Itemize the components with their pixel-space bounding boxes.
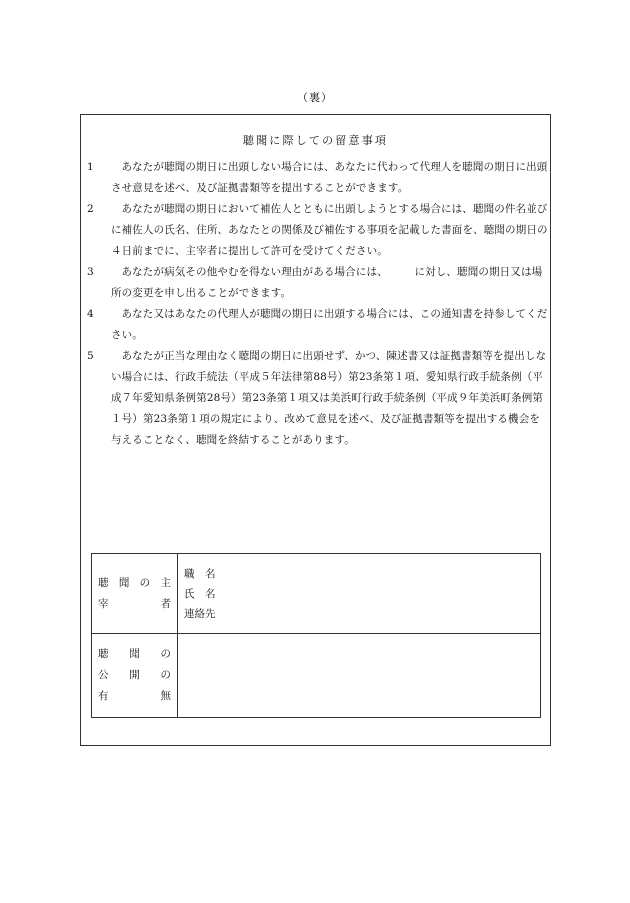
notice-item-number: 1 <box>87 161 94 173</box>
name-label: 氏 名 <box>184 587 216 600</box>
presider-row <box>92 554 541 634</box>
public-header-line: 公 開 の <box>98 669 171 682</box>
notice-item <box>87 262 549 304</box>
notice-item <box>87 304 549 346</box>
notice-item-text: あなた又はあなたの代理人が聴聞の期日に出頭する場合には、この通知書を持参してください。 <box>111 308 548 341</box>
presider-header-line: 聴 聞 の 主 <box>98 576 171 589</box>
notice-item-text: あなたが聴聞の期日において補佐人とともに出頭しようとする場合には、聴聞の件名並びに補佐人の氏名、住所、あなたとの関係及び補佐する事項を記載した書面を、聴聞の期日の４日前までに、主宰者に提出して許可を受けてください。 <box>111 203 548 257</box>
notice-item-number: 5 <box>87 350 94 362</box>
notice-item-number: 3 <box>87 266 94 278</box>
notice-item-number: 2 <box>87 203 94 215</box>
title-label: 職 名 <box>184 567 216 580</box>
public-value-cell <box>178 634 541 718</box>
notice-items-list <box>87 157 549 451</box>
notice-item-number: 4 <box>87 308 94 320</box>
public-row <box>92 634 541 718</box>
public-header-line: 聴 聞 の <box>98 648 171 661</box>
notice-item-text: あなたが正当な理由なく聴聞の期日に出頭せず、かつ、陳述書又は証拠書類等を提出しない場合には、行政手続法（平成５年法律第88号）第23条第１項、愛知県行政手続条例（平成７年愛知県条例第28号）第23条第１項又は美浜町行政手続条例（平成９年美浜町条例第１号）第23条第１項の規定により、改めて意見を述べ、及び証拠書類等を提出する機会を与えることなく、聴聞を終結することがあります。 <box>111 350 547 446</box>
presider-header-line: 宰 者 <box>98 597 171 610</box>
notice-item <box>87 157 549 199</box>
hearing-info-table <box>91 553 541 718</box>
notice-frame <box>80 114 551 746</box>
contact-label: 連絡先 <box>184 607 216 620</box>
page-header-reverse-side: （裏） <box>297 91 333 104</box>
notice-item-text: あなたが病気その他やむを得ない理由がある場合には、 に対し、聴聞の期日又は場所の変更を申し出ることができます。 <box>111 266 543 299</box>
notice-title: 聴聞に際しての留意事項 <box>242 134 389 147</box>
notice-item-text: あなたが聴聞の期日に出頭しない場合には、あなたに代わって代理人を聴聞の期日に出頭させ意見を述べ、及び証拠書類等を提出することができます。 <box>111 161 548 194</box>
presider-field-list <box>184 564 540 624</box>
presider-value-cell <box>178 554 541 634</box>
public-header-cell <box>92 634 178 718</box>
notice-item <box>87 346 549 451</box>
presider-header-cell <box>92 554 178 634</box>
notice-item <box>87 199 549 262</box>
public-header-line: 有 無 <box>98 690 171 703</box>
